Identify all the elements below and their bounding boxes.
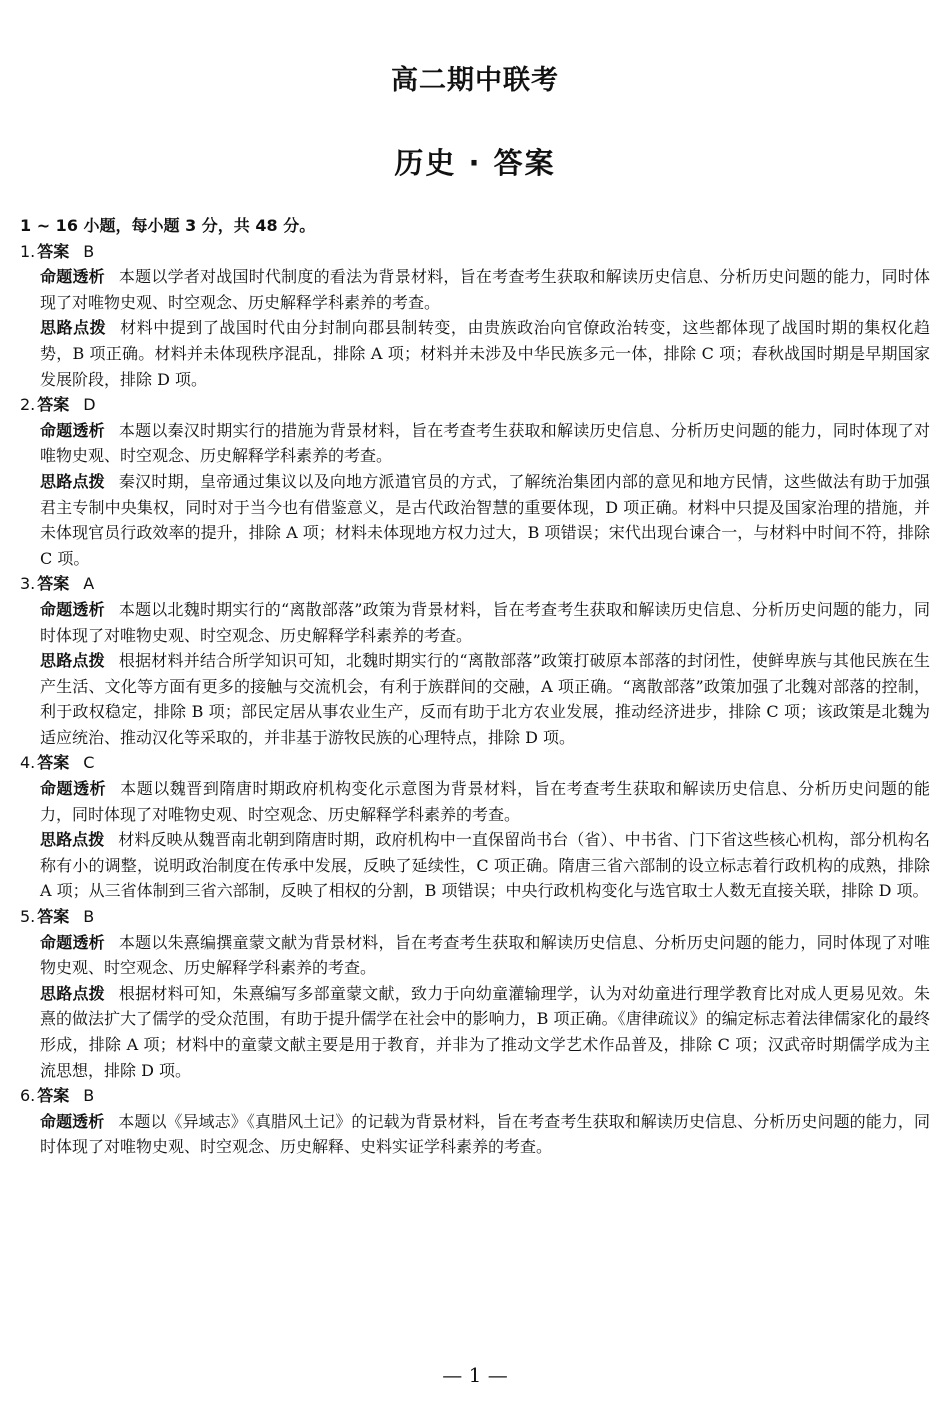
question-number: 1. <box>20 241 36 261</box>
question-1-header <box>20 239 930 265</box>
hint-label: 思路点拨 <box>40 471 105 491</box>
hint-text: 材料反映从魏晋南北朝到隋唐时期，政府机构中一直保留尚书台（省）、中书省、门下省这些核心机构，部分机构名称有小的调整，说明政治制度在传承中发展，反映了延续性，C 项正确。隋唐三省六部制的设立标志着行政机构的成熟，排除 A 项；从三省体制到三省六部制，反映了相权的分割，B 项错误；中央行政机构变化与选官取士人数无直接关联，排除 D 项。 <box>40 830 930 901</box>
question-6-header <box>20 1083 930 1109</box>
answer-value: B <box>83 1086 95 1106</box>
question-4-hint <box>20 827 930 904</box>
question-3-hint <box>20 648 930 750</box>
question-number: 3. <box>20 574 36 594</box>
analysis-text: 本题以魏晋到隋唐时期政府机构变化示意图为背景材料，旨在考查考生获取和解读历史信息、分析历史问题的能力，同时体现了对唯物史观、时空观念、历史解释学科素养的考查。 <box>40 779 930 824</box>
analysis-text: 本题以秦汉时期实行的措施为背景材料，旨在考查考生获取和解读历史信息、分析历史问题的能力，同时体现了对唯物史观、时空观念、历史解释学科素养的考查。 <box>40 420 930 466</box>
analysis-label: 命题透析 <box>40 932 105 952</box>
question-2-analysis <box>20 418 930 469</box>
hint-text: 材料中提到了战国时代由分封制向郡县制转变，由贵族政治向官僚政治转变，这些都体现了战国时期的集权化趋势，B 项正确。材料并未体现秩序混乱，排除 A 项；材料并未涉及中华民族多元一体，排除 C 项；春秋战国时期是早期国家发展阶段，排除 D 项。 <box>40 318 930 389</box>
question-number: 6. <box>20 1086 36 1106</box>
hint-label: 思路点拨 <box>40 983 105 1003</box>
analysis-text: 本题以北魏时期实行的“离散部落”政策为背景材料，旨在考查考生获取和解读历史信息、分析历史问题的能力，同时体现了对唯物史观、时空观念、历史解释学科素养的考查。 <box>40 599 930 645</box>
answer-value: B <box>83 241 95 261</box>
question-3-header <box>20 571 930 597</box>
question-1-analysis <box>20 264 930 315</box>
question-1-hint <box>20 315 930 392</box>
question-5-analysis <box>20 930 930 981</box>
analysis-label: 命题透析 <box>40 420 105 440</box>
hint-text: 秦汉时期，皇帝通过集议以及向地方派遣官员的方式，了解统治集团内部的意见和地方民情，这些做法有助于加强君主专制中央集权，同时对于当今也有借鉴意义，是古代政治智慧的重要体现，D 项正确。材料中只提及国家治理的措施，并未体现官员行政效率的提升，排除 A 项；材料未体现地方权力过大，B 项错误；宋代出现台谏合一，与材料中时间不符，排除 C 项。 <box>40 471 930 568</box>
page-number: — 1 — <box>442 1363 508 1387</box>
analysis-label: 命题透析 <box>40 599 105 619</box>
analysis-text: 本题以学者对战国时代制度的看法为背景材料，旨在考查考生获取和解读历史信息、分析历史问题的能力，同时体现了对唯物史观、时空观念、历史解释学科素养的考查。 <box>40 267 930 312</box>
answer-value: D <box>83 395 96 415</box>
question-number: 2. <box>20 395 36 415</box>
answer-value: A <box>83 574 95 594</box>
question-number: 5. <box>20 907 36 927</box>
question-3-analysis <box>20 597 930 648</box>
question-5-header <box>20 904 930 930</box>
analysis-text: 本题以朱熹编撰童蒙文献为背景材料，旨在考查考生获取和解读历史信息、分析历史问题的能力，同时体现了对唯物史观、时空观念、历史解释学科素养的考查。 <box>40 932 930 978</box>
analysis-label: 命题透析 <box>40 1111 105 1131</box>
question-2-hint <box>20 469 930 571</box>
question-2-header <box>20 392 930 418</box>
question-5-hint <box>20 981 930 1083</box>
intro-line: 1 ~ 16 小题，每小题 3 分，共 48 分。 <box>20 216 316 235</box>
hint-label: 思路点拨 <box>40 651 105 671</box>
answer-value: B <box>83 907 95 927</box>
question-4-header <box>20 750 930 776</box>
answer-label: 答案 <box>37 1086 70 1106</box>
analysis-text: 本题以《异域志》《真腊风土记》的记载为背景材料，旨在考查考生获取和解读历史信息、分析历史问题的能力，同时体现了对唯物史观、时空观念、历史解释、史料实证学科素养的考查。 <box>40 1111 930 1157</box>
answer-label: 答案 <box>37 574 70 594</box>
answer-label: 答案 <box>37 753 70 773</box>
answer-label: 答案 <box>37 241 70 261</box>
hint-label: 思路点拨 <box>40 318 107 338</box>
analysis-label: 命题透析 <box>40 779 107 799</box>
hint-text: 根据材料并结合所学知识可知，北魏时期实行的“离散部落”政策打破原本部落的封闭性，使鲜卑族与其他民族在生产生活、文化等方面有更多的接触与交流机会，有利于族群间的交融，A 项正确。“离散部落”政策加强了北魏对部落的控制，利于政权稳定，排除 B 项；部民定居从事农业生产，反而有助于北方农业发展，推动经济进步，排除 C 项；该政策是北魏为适应统治、推动汉化等采取的，并非基于游牧民族的心理特点，排除 D 项。 <box>40 651 930 747</box>
hint-text: 根据材料可知，朱熹编写多部童蒙文献，致力于向幼童灌输理学，认为对幼童进行理学教育比对成人更易见效。朱熹的做法扩大了儒学的受众范围，有助于提升儒学在社会中的影响力，B 项正确。《唐律疏议》的编定标志着法律儒家化的最终形成，排除 A 项；材料中的童蒙文献主要是用于教育，并非为了推动文学艺术作品普及，排除 C 项；汉武帝时期儒学成为主流思想，排除 D 项。 <box>40 983 930 1080</box>
hint-label: 思路点拨 <box>40 830 105 850</box>
question-4-analysis <box>20 776 930 827</box>
answer-label: 答案 <box>37 907 70 927</box>
analysis-label: 命题透析 <box>40 267 105 287</box>
answer-content <box>20 213 930 1160</box>
answer-label: 答案 <box>37 395 70 415</box>
page-subtitle: 历史 · 答案 <box>394 146 556 180</box>
page-title: 高二期中联考 <box>391 65 559 96</box>
question-number: 4. <box>20 753 36 773</box>
answer-value: C <box>83 753 95 773</box>
question-6-analysis <box>20 1109 930 1160</box>
